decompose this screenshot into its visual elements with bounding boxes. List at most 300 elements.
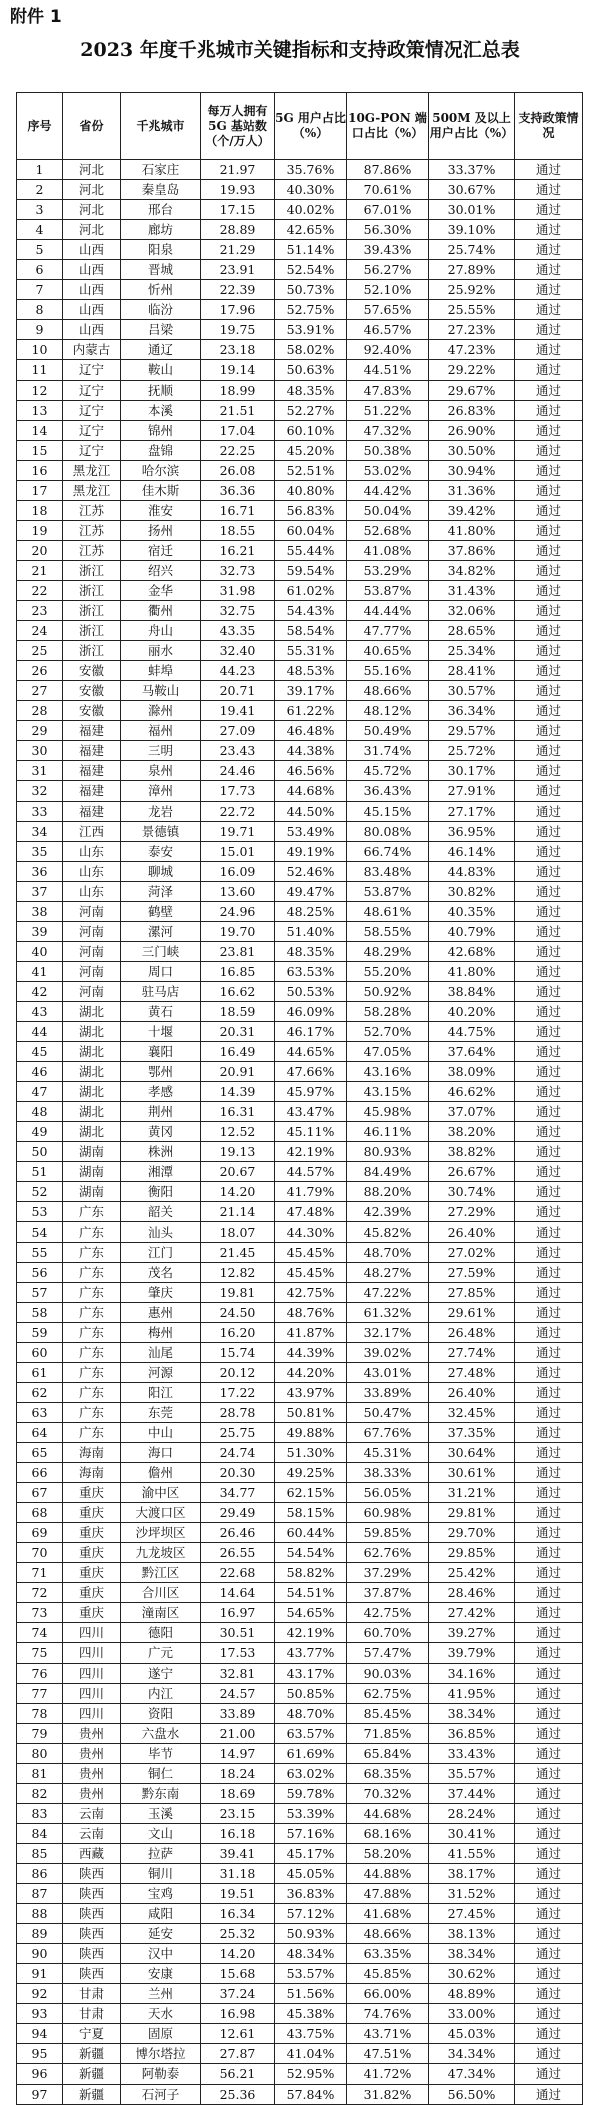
table-row (17, 1182, 583, 1202)
table-row (17, 1843, 583, 1863)
cell-province: 湖北 (63, 1022, 121, 1042)
cell-10g-pon-share: 47.77% (347, 621, 429, 641)
cell-5g-base-stations: 19.70 (201, 921, 275, 941)
cell-10g-pon-share: 62.76% (347, 1543, 429, 1563)
cell-5g-base-stations: 23.81 (201, 941, 275, 961)
cell-5g-user-share: 55.31% (275, 641, 347, 661)
table-row (17, 440, 583, 460)
cell-index: 63 (17, 1402, 63, 1422)
cell-5g-user-share: 61.02% (275, 580, 347, 600)
cell-city: 九龙坡区 (121, 1543, 201, 1563)
cell-index: 11 (17, 360, 63, 380)
cell-index: 71 (17, 1563, 63, 1583)
cell-index: 23 (17, 601, 63, 621)
cell-10g-pon-share: 56.27% (347, 260, 429, 280)
cell-5g-user-share: 49.88% (275, 1422, 347, 1442)
cell-500m-user-share: 27.23% (429, 320, 515, 340)
cell-index: 96 (17, 2064, 63, 2084)
cell-10g-pon-share: 41.72% (347, 2064, 429, 2084)
cell-5g-base-stations: 17.22 (201, 1382, 275, 1402)
cell-policy-support: 通过 (515, 2004, 583, 2024)
cell-city: 哈尔滨 (121, 460, 201, 480)
cell-policy-support: 通过 (515, 580, 583, 600)
cell-5g-user-share: 40.80% (275, 480, 347, 500)
cell-10g-pon-share: 47.05% (347, 1042, 429, 1062)
cell-province: 四川 (63, 1683, 121, 1703)
cell-5g-user-share: 57.84% (275, 2084, 347, 2104)
cell-province: 四川 (63, 1623, 121, 1643)
cell-500m-user-share: 30.50% (429, 440, 515, 460)
cell-province: 安徽 (63, 681, 121, 701)
cell-city: 漯河 (121, 921, 201, 941)
cell-city: 茂名 (121, 1262, 201, 1282)
cell-10g-pon-share: 47.32% (347, 420, 429, 440)
cell-5g-base-stations: 16.71 (201, 500, 275, 520)
cell-5g-base-stations: 23.91 (201, 260, 275, 280)
cell-city: 拉萨 (121, 1843, 201, 1863)
table-row (17, 701, 583, 721)
cell-policy-support: 通过 (515, 1082, 583, 1102)
cell-index: 67 (17, 1483, 63, 1503)
cell-10g-pon-share: 45.82% (347, 1222, 429, 1242)
cell-city: 漳州 (121, 781, 201, 801)
cell-10g-pon-share: 92.40% (347, 340, 429, 360)
cell-10g-pon-share: 53.02% (347, 460, 429, 480)
cell-province: 重庆 (63, 1483, 121, 1503)
cell-policy-support: 通过 (515, 781, 583, 801)
cell-province: 安徽 (63, 661, 121, 681)
cell-city: 韶关 (121, 1202, 201, 1222)
cell-500m-user-share: 30.67% (429, 180, 515, 200)
cell-5g-base-stations: 27.87 (201, 2044, 275, 2064)
cell-5g-user-share: 59.78% (275, 1783, 347, 1803)
cell-city: 阿勒泰 (121, 2064, 201, 2084)
cell-5g-user-share: 59.54% (275, 560, 347, 580)
cell-5g-user-share: 44.57% (275, 1162, 347, 1182)
cell-province: 广东 (63, 1242, 121, 1262)
table-row (17, 1723, 583, 1743)
header-policy-support: 支持政策情况 (515, 93, 583, 160)
cell-policy-support: 通过 (515, 420, 583, 440)
cell-policy-support: 通过 (515, 240, 583, 260)
cell-city: 抚顺 (121, 380, 201, 400)
cell-index: 24 (17, 621, 63, 641)
cell-city: 天水 (121, 2004, 201, 2024)
cell-5g-user-share: 58.54% (275, 621, 347, 641)
cell-policy-support: 通过 (515, 1443, 583, 1463)
cell-5g-base-stations: 26.55 (201, 1543, 275, 1563)
cell-city: 固原 (121, 2024, 201, 2044)
cell-5g-base-stations: 20.31 (201, 1022, 275, 1042)
cell-province: 湖北 (63, 1082, 121, 1102)
cell-5g-user-share: 44.50% (275, 801, 347, 821)
cell-10g-pon-share: 52.70% (347, 1022, 429, 1042)
cell-10g-pon-share: 53.87% (347, 881, 429, 901)
cell-5g-base-stations: 56.21 (201, 2064, 275, 2084)
cell-province: 福建 (63, 781, 121, 801)
cell-index: 37 (17, 881, 63, 901)
cell-policy-support: 通过 (515, 1583, 583, 1603)
cell-index: 52 (17, 1182, 63, 1202)
cell-policy-support: 通过 (515, 160, 583, 180)
table-row (17, 841, 583, 861)
cell-index: 34 (17, 821, 63, 841)
cell-10g-pon-share: 67.01% (347, 200, 429, 220)
cell-5g-user-share: 47.66% (275, 1062, 347, 1082)
cell-5g-base-stations: 32.81 (201, 1663, 275, 1683)
cell-city: 荆州 (121, 1102, 201, 1122)
cell-city: 鄂州 (121, 1062, 201, 1082)
cell-index: 85 (17, 1843, 63, 1863)
cell-policy-support: 通过 (515, 961, 583, 981)
cell-city: 江门 (121, 1242, 201, 1262)
cell-5g-user-share: 44.39% (275, 1342, 347, 1362)
cell-index: 51 (17, 1162, 63, 1182)
cell-10g-pon-share: 60.98% (347, 1503, 429, 1523)
table-row (17, 661, 583, 681)
cell-index: 88 (17, 1904, 63, 1924)
cell-500m-user-share: 39.10% (429, 220, 515, 240)
cell-province: 广东 (63, 1422, 121, 1442)
table-row (17, 1382, 583, 1402)
table-row (17, 400, 583, 420)
cell-province: 河南 (63, 901, 121, 921)
cell-policy-support: 通过 (515, 1603, 583, 1623)
cell-index: 19 (17, 520, 63, 540)
cell-5g-user-share: 41.79% (275, 1182, 347, 1202)
cell-10g-pon-share: 44.42% (347, 480, 429, 500)
table-row (17, 1643, 583, 1663)
cell-index: 26 (17, 661, 63, 681)
cell-10g-pon-share: 90.03% (347, 1663, 429, 1683)
cell-index: 65 (17, 1443, 63, 1463)
cell-5g-user-share: 48.35% (275, 941, 347, 961)
cell-5g-user-share: 49.19% (275, 841, 347, 861)
cell-5g-base-stations: 15.01 (201, 841, 275, 861)
cell-5g-user-share: 44.30% (275, 1222, 347, 1242)
cell-10g-pon-share: 66.00% (347, 1984, 429, 2004)
cell-index: 27 (17, 681, 63, 701)
cell-policy-support: 通过 (515, 1302, 583, 1322)
cell-policy-support: 通过 (515, 1222, 583, 1242)
cell-10g-pon-share: 50.47% (347, 1402, 429, 1422)
cell-policy-support: 通过 (515, 1843, 583, 1863)
cell-policy-support: 通过 (515, 380, 583, 400)
cell-city: 孝感 (121, 1082, 201, 1102)
cell-policy-support: 通过 (515, 1884, 583, 1904)
cell-5g-user-share: 50.81% (275, 1402, 347, 1422)
cell-index: 81 (17, 1763, 63, 1783)
cell-5g-base-stations: 33.89 (201, 1703, 275, 1723)
cell-10g-pon-share: 39.02% (347, 1342, 429, 1362)
cell-5g-user-share: 63.57% (275, 1723, 347, 1743)
table-row (17, 160, 583, 180)
cell-policy-support: 通过 (515, 721, 583, 741)
cell-province: 陕西 (63, 1904, 121, 1924)
cell-province: 广东 (63, 1222, 121, 1242)
cell-city: 泰安 (121, 841, 201, 861)
cell-5g-base-stations: 19.75 (201, 320, 275, 340)
cell-500m-user-share: 46.62% (429, 1082, 515, 1102)
cell-index: 4 (17, 220, 63, 240)
cell-5g-user-share: 55.44% (275, 540, 347, 560)
cell-index: 44 (17, 1022, 63, 1042)
cell-5g-base-stations: 21.14 (201, 1202, 275, 1222)
cell-500m-user-share: 41.80% (429, 520, 515, 540)
cell-province: 广东 (63, 1322, 121, 1342)
cell-10g-pon-share: 44.44% (347, 601, 429, 621)
cell-province: 广东 (63, 1342, 121, 1362)
cell-policy-support: 通过 (515, 861, 583, 881)
cell-policy-support: 通过 (515, 340, 583, 360)
cell-province: 山西 (63, 240, 121, 260)
cell-10g-pon-share: 55.16% (347, 661, 429, 681)
cell-policy-support: 通过 (515, 1102, 583, 1122)
cell-500m-user-share: 30.41% (429, 1823, 515, 1843)
cell-index: 61 (17, 1362, 63, 1382)
cell-province: 江苏 (63, 520, 121, 540)
table-row (17, 1362, 583, 1382)
cell-5g-base-stations: 20.71 (201, 681, 275, 701)
cell-city: 盘锦 (121, 440, 201, 460)
cell-10g-pon-share: 40.65% (347, 641, 429, 661)
cell-5g-base-stations: 32.40 (201, 641, 275, 661)
cell-city: 湘潭 (121, 1162, 201, 1182)
cell-10g-pon-share: 47.88% (347, 1884, 429, 1904)
cell-5g-base-stations: 14.20 (201, 1182, 275, 1202)
table-row (17, 360, 583, 380)
table-row (17, 1282, 583, 1302)
cell-index: 82 (17, 1783, 63, 1803)
cell-5g-user-share: 45.17% (275, 1843, 347, 1863)
cell-10g-pon-share: 58.55% (347, 921, 429, 941)
cell-province: 云南 (63, 1823, 121, 1843)
cell-index: 83 (17, 1803, 63, 1823)
table-row (17, 1543, 583, 1563)
cell-5g-user-share: 42.19% (275, 1142, 347, 1162)
cell-10g-pon-share: 37.29% (347, 1563, 429, 1583)
cell-city: 扬州 (121, 520, 201, 540)
cell-10g-pon-share: 43.15% (347, 1082, 429, 1102)
cell-city: 河源 (121, 1362, 201, 1382)
table-row (17, 200, 583, 220)
table-row (17, 1623, 583, 1643)
cell-5g-base-stations: 14.64 (201, 1583, 275, 1603)
cell-policy-support: 通过 (515, 1924, 583, 1944)
cell-policy-support: 通过 (515, 641, 583, 661)
cell-index: 9 (17, 320, 63, 340)
cell-province: 福建 (63, 801, 121, 821)
cell-500m-user-share: 26.67% (429, 1162, 515, 1182)
cell-500m-user-share: 26.83% (429, 400, 515, 420)
cell-policy-support: 通过 (515, 1823, 583, 1843)
cell-5g-base-stations: 18.59 (201, 1001, 275, 1021)
cell-province: 河南 (63, 941, 121, 961)
cell-index: 13 (17, 400, 63, 420)
cell-policy-support: 通过 (515, 1182, 583, 1202)
cell-city: 中山 (121, 1422, 201, 1442)
cell-500m-user-share: 26.90% (429, 420, 515, 440)
cell-policy-support: 通过 (515, 220, 583, 240)
cell-index: 86 (17, 1863, 63, 1883)
cell-city: 阳江 (121, 1382, 201, 1402)
cell-10g-pon-share: 48.61% (347, 901, 429, 921)
cell-province: 四川 (63, 1643, 121, 1663)
cell-index: 49 (17, 1122, 63, 1142)
cell-5g-user-share: 50.73% (275, 280, 347, 300)
cell-index: 73 (17, 1603, 63, 1623)
cell-policy-support: 通过 (515, 1763, 583, 1783)
cell-5g-user-share: 46.56% (275, 761, 347, 781)
cell-province: 湖北 (63, 1001, 121, 1021)
cell-10g-pon-share: 39.43% (347, 240, 429, 260)
cell-10g-pon-share: 85.45% (347, 1703, 429, 1723)
cell-10g-pon-share: 48.12% (347, 701, 429, 721)
cell-policy-support: 通过 (515, 1543, 583, 1563)
cell-index: 16 (17, 460, 63, 480)
cell-5g-base-stations: 36.36 (201, 480, 275, 500)
cell-5g-base-stations: 29.49 (201, 1503, 275, 1523)
cell-city: 汕头 (121, 1222, 201, 1242)
cell-city: 潼南区 (121, 1603, 201, 1623)
cell-500m-user-share: 34.34% (429, 2044, 515, 2064)
cell-5g-user-share: 52.46% (275, 861, 347, 881)
table-row (17, 560, 583, 580)
cell-5g-user-share: 36.83% (275, 1884, 347, 1904)
cell-province: 辽宁 (63, 360, 121, 380)
cell-index: 20 (17, 540, 63, 560)
cell-province: 重庆 (63, 1543, 121, 1563)
cell-5g-user-share: 60.10% (275, 420, 347, 440)
cell-500m-user-share: 33.00% (429, 2004, 515, 2024)
cell-5g-base-stations: 19.14 (201, 360, 275, 380)
cell-province: 湖北 (63, 1042, 121, 1062)
cell-5g-user-share: 58.15% (275, 1503, 347, 1523)
cell-10g-pon-share: 48.27% (347, 1262, 429, 1282)
cell-policy-support: 通过 (515, 1062, 583, 1082)
cell-5g-base-stations: 28.78 (201, 1402, 275, 1422)
cell-index: 59 (17, 1322, 63, 1342)
table-row (17, 420, 583, 440)
cell-5g-user-share: 48.70% (275, 1703, 347, 1723)
cell-province: 浙江 (63, 601, 121, 621)
cell-policy-support: 通过 (515, 1503, 583, 1523)
cell-city: 滁州 (121, 701, 201, 721)
table-row (17, 2024, 583, 2044)
cell-policy-support: 通过 (515, 1643, 583, 1663)
table-row (17, 1984, 583, 2004)
cell-city: 沙坪坝区 (121, 1523, 201, 1543)
cell-5g-base-stations: 16.97 (201, 1603, 275, 1623)
cell-policy-support: 通过 (515, 280, 583, 300)
cell-500m-user-share: 26.40% (429, 1382, 515, 1402)
cell-policy-support: 通过 (515, 360, 583, 380)
cell-policy-support: 通过 (515, 460, 583, 480)
table-row (17, 2064, 583, 2084)
cell-province: 广东 (63, 1362, 121, 1382)
cell-5g-base-stations: 20.30 (201, 1463, 275, 1483)
cell-city: 咸阳 (121, 1904, 201, 1924)
cell-5g-user-share: 45.38% (275, 2004, 347, 2024)
cell-policy-support: 通过 (515, 661, 583, 681)
cell-5g-base-stations: 37.24 (201, 1984, 275, 2004)
cell-policy-support: 通过 (515, 1944, 583, 1964)
cell-5g-user-share: 50.93% (275, 1924, 347, 1944)
table-row (17, 280, 583, 300)
cell-province: 陕西 (63, 1964, 121, 1984)
cell-500m-user-share: 30.74% (429, 1182, 515, 1202)
cell-5g-base-stations: 17.96 (201, 300, 275, 320)
cell-5g-user-share: 43.97% (275, 1382, 347, 1402)
cell-province: 陕西 (63, 1884, 121, 1904)
cell-index: 72 (17, 1583, 63, 1603)
table-row (17, 1082, 583, 1102)
cell-500m-user-share: 47.23% (429, 340, 515, 360)
cell-5g-base-stations: 17.73 (201, 781, 275, 801)
cell-index: 90 (17, 1944, 63, 1964)
cell-5g-user-share: 44.20% (275, 1362, 347, 1382)
cell-city: 忻州 (121, 280, 201, 300)
cell-10g-pon-share: 70.61% (347, 180, 429, 200)
cell-10g-pon-share: 53.87% (347, 580, 429, 600)
cell-500m-user-share: 30.62% (429, 1964, 515, 1984)
cell-policy-support: 通过 (515, 1964, 583, 1984)
table-row (17, 1863, 583, 1883)
cell-index: 43 (17, 1001, 63, 1021)
cell-5g-base-stations: 31.98 (201, 580, 275, 600)
table-row (17, 180, 583, 200)
cell-index: 10 (17, 340, 63, 360)
cell-5g-user-share: 48.76% (275, 1302, 347, 1322)
cell-index: 47 (17, 1082, 63, 1102)
cell-5g-base-stations: 30.51 (201, 1623, 275, 1643)
cell-index: 75 (17, 1643, 63, 1663)
cell-policy-support: 通过 (515, 2044, 583, 2064)
cell-500m-user-share: 25.92% (429, 280, 515, 300)
cell-10g-pon-share: 84.49% (347, 1162, 429, 1182)
cell-10g-pon-share: 80.08% (347, 821, 429, 841)
table-row (17, 1743, 583, 1763)
cell-index: 56 (17, 1262, 63, 1282)
cell-500m-user-share: 33.43% (429, 1743, 515, 1763)
header-city: 千兆城市 (121, 93, 201, 160)
table-row (17, 1202, 583, 1222)
cell-province: 新疆 (63, 2064, 121, 2084)
cell-500m-user-share: 42.68% (429, 941, 515, 961)
cell-province: 山西 (63, 300, 121, 320)
cell-city: 石家庄 (121, 160, 201, 180)
table-row (17, 1924, 583, 1944)
cell-index: 45 (17, 1042, 63, 1062)
cell-5g-user-share: 61.22% (275, 701, 347, 721)
table-row (17, 981, 583, 1001)
cell-5g-user-share: 53.39% (275, 1803, 347, 1823)
table-row (17, 340, 583, 360)
cell-10g-pon-share: 87.86% (347, 160, 429, 180)
cell-5g-user-share: 60.04% (275, 520, 347, 540)
cell-500m-user-share: 39.27% (429, 1623, 515, 1643)
table-row (17, 641, 583, 661)
header-500m-user-share: 500M 及以上用户占比（%） (429, 93, 515, 160)
cell-policy-support: 通过 (515, 901, 583, 921)
cell-city: 黄冈 (121, 1122, 201, 1142)
cell-5g-base-stations: 28.89 (201, 220, 275, 240)
table-row (17, 300, 583, 320)
cell-province: 贵州 (63, 1763, 121, 1783)
cell-index: 48 (17, 1102, 63, 1122)
header-province: 省份 (63, 93, 121, 160)
cell-province: 江苏 (63, 500, 121, 520)
